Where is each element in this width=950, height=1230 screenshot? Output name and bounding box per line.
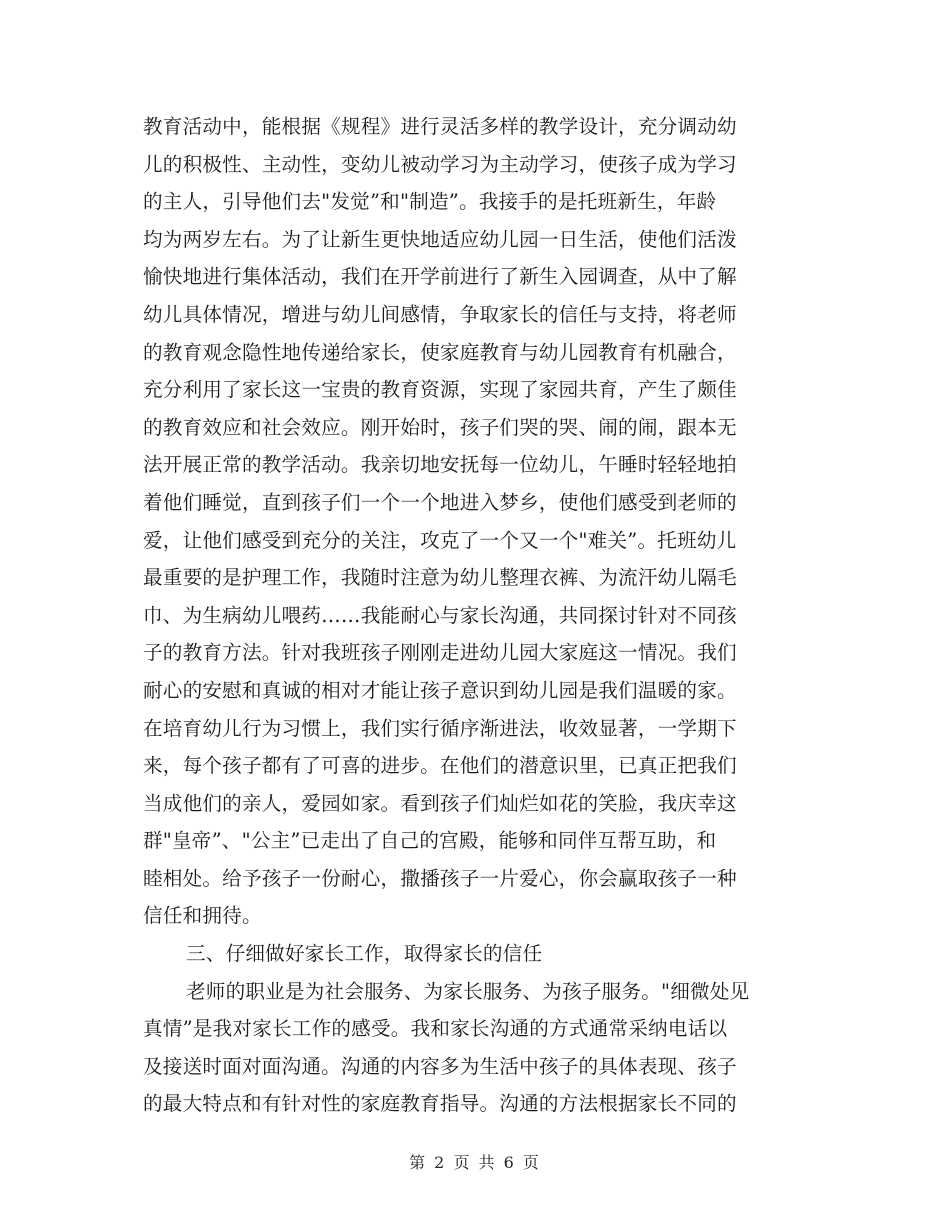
text-line: 儿的积极性、主动性，变幼儿被动学习为主动学习，使孩子成为学习: [143, 152, 737, 176]
text-line: 当成他们的亲人，爱园如家。看到孩子们灿烂如花的笑脸，我庆幸这: [143, 791, 737, 815]
text-line: 爱，让他们感受到充分的关注，攻克了一个又一个"难关”。托班幼儿: [143, 528, 737, 552]
text-line: 均为两岁左右。为了让新生更快地适应幼儿园一日生活，使他们活泼: [143, 227, 737, 251]
text-line: 的教育观念隐性地传递给家长，使家庭教育与幼儿园教育有机融合，: [143, 340, 737, 364]
text-line: 幼儿具体情况，增进与幼儿间感情，争取家长的信任与支持，将老师: [143, 302, 737, 326]
body-text: [143, 108, 807, 1123]
text-line: 的主人，引导他们去"发觉”和"制造”。我接手的是托班新生，年龄: [143, 190, 717, 214]
text-line: 睦相处。给予孩子一份耐心，撒播孩子一片爱心，你会赢取孩子一种: [143, 866, 737, 890]
text-line: 在培育幼儿行为习惯上，我们实行循序渐进法，收效显著，一学期下: [143, 716, 737, 740]
text-line: 教育活动中，能根据《规程》进行灵活多样的教学设计，充分调动幼: [143, 115, 737, 138]
text-line: 及接送时面对面沟通。沟通的内容多为生活中孩子的具体表现、孩子: [143, 1054, 737, 1078]
paragraph-start-line: 老师的职业是为社会服务、为家长服务、为孩子服务。"细微处见: [186, 979, 750, 1003]
text-line: 愉快地进行集体活动，我们在开学前进行了新生入园调查，从中了解: [143, 265, 737, 289]
text-line: 充分利用了家长这一宝贵的教育资源，实现了家园共育，产生了颇佳: [143, 378, 737, 402]
text-line: 的最大特点和有针对性的家庭教育指导。沟通的方法根据家长不同的: [143, 1092, 737, 1116]
text-line: 巾、为生病幼儿喂药……我能耐心与家长沟通，共同探讨针对不同孩: [143, 603, 737, 627]
text-line: 着他们睡觉，直到孩子们一个一个地进入梦乡，使他们感受到老师的: [143, 490, 737, 514]
text-line: 子的教育方法。针对我班孩子刚刚走进幼儿园大家庭这一情况。我们: [143, 641, 737, 665]
section-heading: 三、仔细做好家长工作，取得家长的信任: [186, 942, 543, 966]
text-line: 最重要的是护理工作，我随时注意为幼儿整理衣裤、为流汗幼儿隔毛: [143, 566, 737, 590]
text-line: 的教育效应和社会效应。刚开始时，孩子们哭的哭、闹的闹，跟本无: [143, 415, 737, 439]
text-line: 信任和拥待。: [143, 904, 262, 928]
text-line: 法开展正常的教学活动。我亲切地安抚每一位幼儿，午睡时轻轻地拍: [143, 453, 737, 477]
text-line: 来，每个孩子都有了可喜的进步。在他们的潜意识里，已真正把我们: [143, 754, 737, 778]
page-footer: 第 2 页 共 6 页: [409, 1153, 541, 1172]
text-line: 真情”是我对家长工作的感受。我和家长沟通的方式通常采纳电话以: [143, 1017, 728, 1041]
text-line: 耐心的安慰和真诚的相对才能让孩子意识到幼儿园是我们温暖的家。: [143, 678, 737, 702]
text-line: 群"皇帝”、"公主”已走出了自己的宫殿，能够和同伴互帮互助，和: [143, 829, 717, 853]
